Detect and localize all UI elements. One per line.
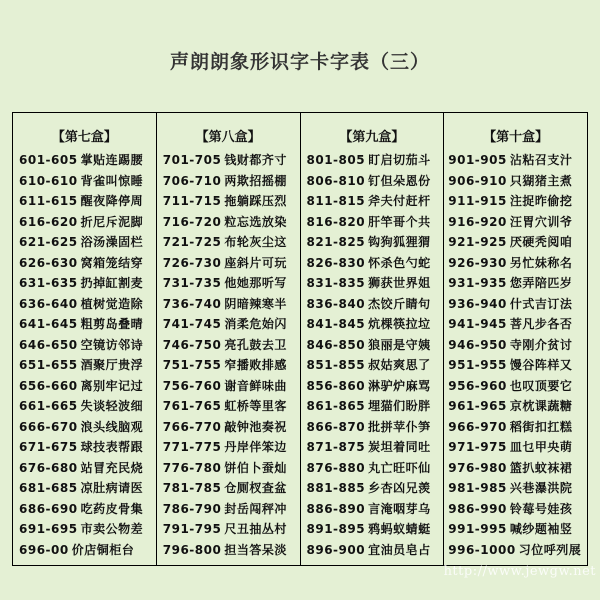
card-characters: 习位呼列展	[518, 542, 582, 557]
card-characters: 空镜访邻诗	[80, 337, 144, 352]
box-column-7	[13, 113, 157, 565]
table-row	[444, 150, 587, 171]
card-characters: 他她那听写	[224, 276, 287, 290]
table-row	[13, 437, 156, 458]
table-row	[157, 314, 300, 335]
card-characters: 植树觉造除	[80, 296, 144, 311]
card-range: 876-880	[306, 460, 366, 475]
table-row	[301, 519, 444, 540]
card-range: 686-690	[19, 501, 78, 516]
table-row	[13, 376, 156, 397]
card-characters: 寺刚介贫讨	[509, 337, 573, 352]
table-row	[13, 478, 156, 499]
table-row	[301, 458, 444, 479]
card-characters: 敲钟池奏祝	[224, 419, 287, 434]
table-row	[157, 273, 300, 294]
card-range: 956-960	[448, 378, 507, 393]
card-characters: 消柔危始闪	[224, 317, 287, 331]
card-characters: 球技表帮跟	[80, 440, 144, 454]
card-characters: 狼丽是守姨	[368, 337, 431, 352]
card-characters: 喊纱题袖竖	[509, 522, 573, 536]
table-row	[157, 294, 300, 315]
card-range: 611-615	[19, 194, 78, 208]
card-characters: 钉但朵恩份	[368, 173, 431, 188]
table-row	[13, 335, 156, 356]
card-characters: 也叹顶要它	[509, 378, 573, 393]
table-row	[301, 376, 444, 397]
card-range: 646-650	[19, 337, 78, 352]
card-range: 726-730	[162, 255, 222, 270]
table-row	[444, 212, 587, 233]
table-row	[301, 171, 444, 192]
card-range: 701-705	[162, 153, 222, 167]
table-row	[13, 191, 156, 212]
table-row	[444, 396, 587, 417]
card-characters: 失谈轻波细	[80, 399, 144, 413]
card-range: 741-745	[162, 317, 222, 331]
card-characters: 掌贴连踢腰	[80, 153, 144, 167]
card-characters: 浴汤澡固栏	[80, 235, 144, 249]
card-characters: 座斜片可玩	[224, 255, 287, 270]
card-range: 886-890	[306, 501, 366, 516]
table-row	[13, 519, 156, 540]
card-range: 781-785	[162, 481, 222, 495]
card-characters: 怀杀色勺蛇	[368, 255, 431, 270]
column-header: 【第七盒】	[51, 130, 117, 145]
table-row	[444, 232, 587, 253]
card-characters: 窄播败排感	[224, 358, 287, 372]
table-row	[301, 396, 444, 417]
table-row	[301, 478, 444, 499]
box-column-8	[157, 113, 301, 565]
card-range: 621-625	[19, 235, 78, 249]
card-characters: 稻街扣扛糕	[509, 419, 573, 434]
card-characters: 铃莓号娃孩	[509, 501, 573, 516]
table-row	[301, 437, 444, 458]
card-characters: 馒谷阵样又	[509, 358, 573, 372]
table-row	[301, 417, 444, 438]
table-row	[444, 253, 587, 274]
card-characters: 站冒充民烧	[80, 460, 144, 475]
card-range: 826-830	[306, 255, 366, 270]
table-row	[157, 396, 300, 417]
table-row	[444, 478, 587, 499]
watermark: http://www.jewgw.net	[443, 564, 596, 579]
card-characters: 窝箱笼结穿	[80, 255, 144, 270]
card-characters: 兴巷瀑洪院	[509, 481, 573, 495]
table-row	[444, 314, 587, 335]
table-row	[13, 232, 156, 253]
table-row	[13, 314, 156, 335]
card-range: 996-1000	[448, 542, 516, 557]
card-characters: 尺丑抽丛村	[224, 522, 287, 536]
card-range: 966-970	[448, 419, 507, 434]
table-row	[444, 191, 587, 212]
card-characters: 吃药皮骨集	[80, 501, 144, 516]
card-range: 911-915	[448, 194, 507, 208]
card-range: 936-940	[448, 296, 507, 311]
card-range: 926-930	[448, 255, 507, 270]
table-row	[157, 171, 300, 192]
table-row	[444, 171, 587, 192]
card-characters: 皿乜甲央萌	[509, 440, 573, 454]
card-range: 831-835	[306, 276, 366, 290]
card-range: 746-750	[162, 337, 222, 352]
card-characters: 淋驴炉麻骂	[368, 378, 431, 393]
card-characters: 注捉昨偷挖	[509, 194, 573, 208]
card-range: 771-775	[162, 440, 222, 454]
table-row	[301, 232, 444, 253]
table-row	[157, 417, 300, 438]
card-range: 801-805	[306, 153, 366, 167]
card-range: 716-720	[162, 214, 222, 229]
card-range: 856-860	[306, 378, 366, 393]
card-characters: 粒忘选放染	[224, 214, 287, 229]
card-range: 691-695	[19, 522, 78, 536]
card-range: 851-855	[306, 358, 366, 372]
card-characters: 封岳闯秤冲	[224, 501, 287, 516]
card-range: 866-870	[306, 419, 366, 434]
card-characters: 您弄陪匹岁	[509, 276, 573, 290]
card-characters: 什式吉订法	[509, 296, 573, 311]
card-range: 906-910	[448, 173, 507, 188]
table-row	[13, 417, 156, 438]
card-range: 641-645	[19, 317, 78, 331]
table-row	[444, 417, 587, 438]
table-row	[13, 355, 156, 376]
box-column-10	[444, 113, 587, 565]
card-characters: 肝竿哥个共	[368, 214, 431, 229]
card-range: 941-945	[448, 317, 507, 331]
card-range: 626-630	[19, 255, 78, 270]
card-range: 841-845	[306, 317, 366, 331]
card-range: 796-800	[162, 542, 222, 557]
table-row	[13, 171, 156, 192]
table-row	[301, 294, 444, 315]
card-characters: 只猢猪主煮	[509, 173, 573, 188]
card-characters: 凉肚病请医	[80, 481, 144, 495]
card-characters: 粗剪岛叠晴	[80, 317, 144, 331]
card-range: 721-725	[162, 235, 222, 249]
table-row	[301, 355, 444, 376]
table-row	[301, 150, 444, 171]
card-characters: 醒夜降停周	[80, 194, 144, 208]
card-range: 631-635	[19, 276, 78, 290]
table-row	[301, 335, 444, 356]
table-row	[444, 540, 587, 561]
card-range: 931-935	[448, 276, 507, 290]
table-row	[444, 335, 587, 356]
card-range: 731-735	[162, 276, 222, 290]
table-row	[444, 499, 587, 520]
card-range: 806-810	[306, 173, 366, 188]
card-characters: 篮扒蚊袜裙	[509, 460, 573, 475]
table-row	[157, 437, 300, 458]
table-row	[301, 212, 444, 233]
card-range: 976-980	[448, 460, 507, 475]
card-range: 706-710	[162, 173, 222, 188]
table-row	[157, 232, 300, 253]
column-header: 【第九盒】	[339, 130, 405, 145]
card-characters: 宜油员皂占	[368, 542, 431, 557]
card-characters: 京枕课蔬糖	[509, 399, 573, 413]
table-row	[157, 355, 300, 376]
card-characters: 盯启切茄斗	[368, 153, 431, 167]
table-row	[13, 273, 156, 294]
card-characters: 仓厕杈查盆	[224, 481, 287, 495]
card-range: 736-740	[162, 296, 222, 311]
card-range: 981-985	[448, 481, 507, 495]
char-table	[12, 112, 588, 566]
table-row	[444, 437, 587, 458]
card-characters: 价店铜柜台	[71, 542, 135, 557]
card-range: 791-795	[162, 522, 222, 536]
card-characters: 两欺招摇棚	[224, 173, 287, 188]
card-characters: 厌硬秃阅咱	[509, 235, 573, 249]
card-range: 961-965	[448, 399, 507, 413]
table-row	[13, 150, 156, 171]
card-characters: 离别牢记过	[80, 378, 144, 393]
table-row	[301, 499, 444, 520]
table-row	[157, 499, 300, 520]
box-column-9	[301, 113, 445, 565]
table-row	[13, 458, 156, 479]
card-range: 821-825	[306, 235, 366, 249]
card-range: 711-715	[162, 194, 222, 208]
card-range: 896-900	[306, 542, 366, 557]
card-characters: 鸦蚂蚁蜻蜓	[368, 522, 431, 536]
card-characters: 钱财都齐寸	[224, 153, 287, 167]
table-row	[444, 273, 587, 294]
column-header: 【第八盒】	[195, 130, 261, 145]
card-characters: 乡杏凶兄羡	[368, 481, 431, 495]
card-range: 916-920	[448, 214, 507, 229]
card-range: 761-765	[162, 399, 222, 413]
table-row	[301, 273, 444, 294]
card-characters: 杰饺斤睛句	[368, 296, 431, 311]
card-range: 861-865	[306, 399, 366, 413]
table-row	[13, 212, 156, 233]
table-row	[444, 294, 587, 315]
table-row	[301, 314, 444, 335]
card-characters: 谢音鲜味曲	[224, 378, 287, 393]
table-row	[301, 253, 444, 274]
card-characters: 酒聚厅贵浮	[80, 358, 144, 372]
card-range: 751-755	[162, 358, 222, 372]
card-characters: 叔姑爽思了	[368, 358, 431, 372]
table-row	[157, 212, 300, 233]
card-characters: 布轮灰尘这	[224, 235, 287, 249]
card-characters: 折尼斥泥脚	[80, 214, 144, 229]
card-characters: 饼伯卜蚕灿	[224, 460, 287, 475]
card-range: 656-660	[19, 378, 78, 393]
table-row	[157, 478, 300, 499]
table-row	[157, 335, 300, 356]
card-range: 881-885	[306, 481, 366, 495]
card-characters: 言淹咽芽乌	[368, 501, 431, 516]
table-row	[13, 499, 156, 520]
table-row	[157, 540, 300, 561]
card-range: 610-610	[19, 173, 78, 188]
card-characters: 埋猫们盼胖	[368, 399, 431, 413]
card-characters: 背雀叫惊睡	[80, 173, 144, 188]
card-characters: 阴暗辣寒半	[224, 296, 287, 311]
card-characters: 虹桥等里客	[224, 399, 287, 413]
table-row	[157, 191, 300, 212]
card-range: 901-905	[448, 153, 507, 167]
table-row	[444, 519, 587, 540]
card-range: 666-670	[19, 419, 78, 434]
card-range: 986-990	[448, 501, 507, 516]
card-range: 836-840	[306, 296, 366, 311]
card-characters: 炭坦着同吐	[368, 440, 431, 454]
card-range: 871-875	[306, 440, 366, 454]
table-row	[157, 458, 300, 479]
card-range: 991-995	[448, 522, 507, 536]
card-range: 776-780	[162, 460, 222, 475]
card-range: 636-640	[19, 296, 78, 311]
card-range: 676-680	[19, 460, 78, 475]
card-range: 671-675	[19, 440, 78, 454]
card-characters: 丹岸伴笨边	[224, 440, 287, 454]
card-characters: 汪胃穴训爷	[509, 214, 573, 229]
table-row	[157, 519, 300, 540]
card-characters: 狮获世界姐	[368, 276, 431, 290]
table-row	[157, 253, 300, 274]
card-characters: 担当答呆淡	[224, 542, 287, 557]
card-range: 601-605	[19, 153, 78, 167]
card-range: 811-815	[306, 194, 366, 208]
table-row	[157, 150, 300, 171]
card-characters: 市卖公物差	[80, 522, 144, 536]
card-range: 696-00	[19, 542, 69, 557]
card-characters: 炕棵筷拉垃	[368, 317, 431, 331]
card-range: 616-620	[19, 214, 78, 229]
card-range: 951-955	[448, 358, 507, 372]
table-row	[444, 355, 587, 376]
table-row	[13, 294, 156, 315]
card-characters: 钩狗狐狸猬	[368, 235, 431, 249]
card-range: 661-665	[19, 399, 78, 413]
card-characters: 拖躺踩压烈	[224, 194, 287, 208]
card-range: 756-760	[162, 378, 222, 393]
card-characters: 另忙妹称名	[509, 255, 573, 270]
card-characters: 浪头线脑观	[80, 419, 144, 434]
card-range: 766-770	[162, 419, 222, 434]
card-characters: 沾粘召支汁	[509, 153, 573, 167]
card-range: 946-950	[448, 337, 507, 352]
card-range: 921-925	[448, 235, 507, 249]
card-characters: 斧夫付赶杆	[368, 194, 431, 208]
card-characters: 批拼苹仆笋	[368, 419, 431, 434]
card-characters: 扔掉缸割麦	[80, 276, 144, 290]
card-range: 846-850	[306, 337, 366, 352]
card-characters: 丸亡旺吓仙	[368, 460, 431, 475]
table-row	[13, 540, 156, 561]
table-row	[13, 396, 156, 417]
card-range: 971-975	[448, 440, 507, 454]
table-row	[301, 191, 444, 212]
column-header: 【第十盒】	[483, 130, 549, 145]
table-row	[301, 540, 444, 561]
card-range: 786-790	[162, 501, 222, 516]
card-characters: 菩凡步各否	[509, 317, 573, 331]
card-range: 891-895	[306, 522, 366, 536]
card-range: 651-655	[19, 358, 78, 372]
table-row	[13, 253, 156, 274]
table-row	[444, 376, 587, 397]
card-range: 816-820	[306, 214, 366, 229]
table-row	[444, 458, 587, 479]
page-title: 声朗朗象形识字卡字表（三）	[169, 51, 430, 73]
card-characters: 亮孔鼓去卫	[224, 337, 287, 352]
table-row	[157, 376, 300, 397]
card-range: 681-685	[19, 481, 78, 495]
